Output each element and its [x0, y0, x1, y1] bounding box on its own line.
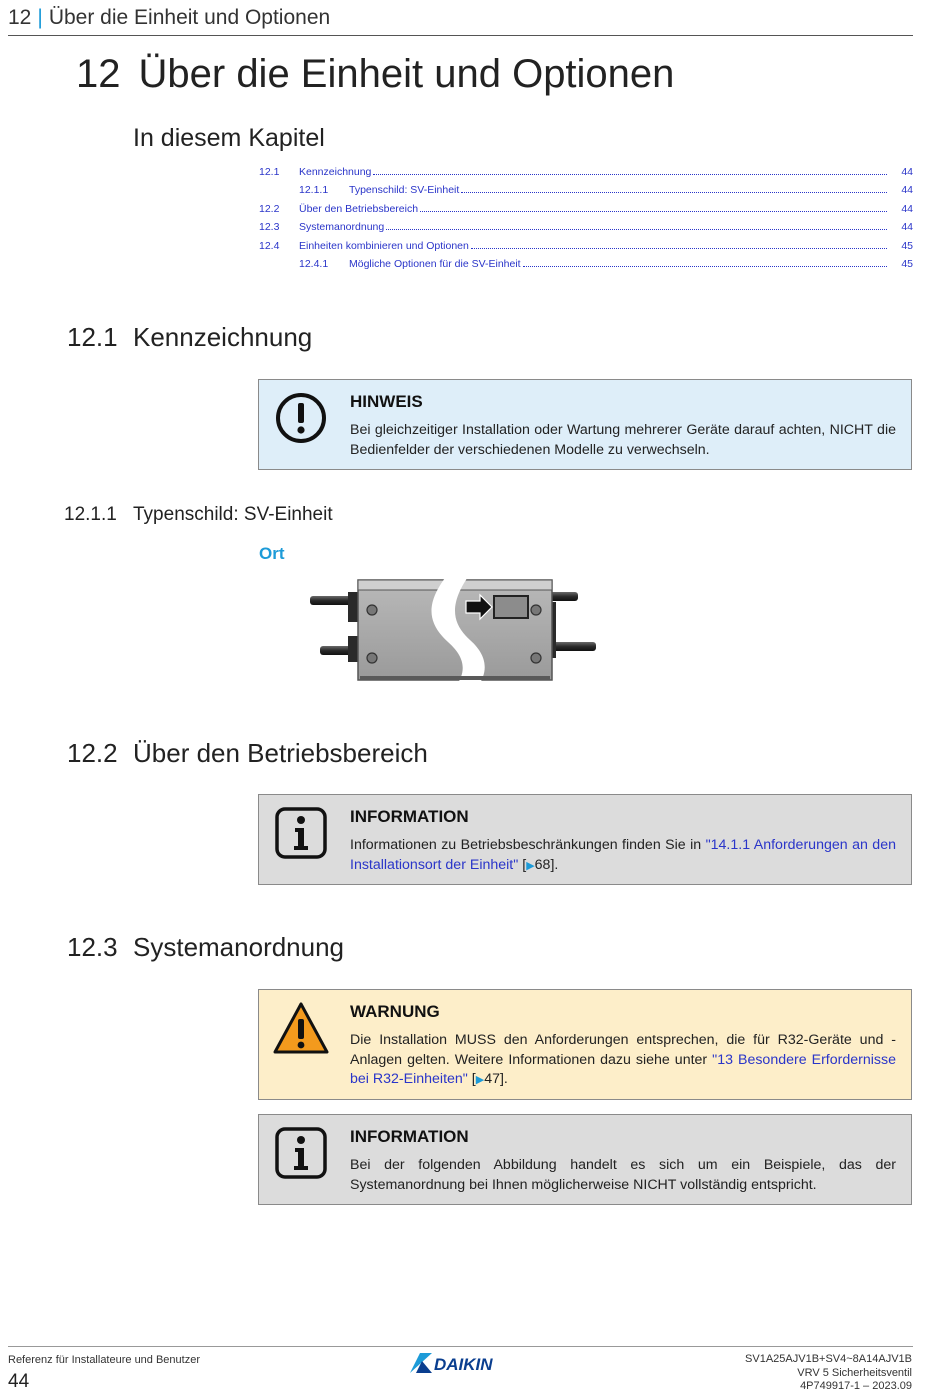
chapter-title [76, 52, 674, 97]
toc-entry[interactable] [259, 166, 913, 184]
reference-close: ]. [550, 856, 559, 873]
toc-entry-text[interactable]: Einheiten kombinieren und Optionen [299, 239, 469, 252]
section-number: 12.1 [67, 322, 118, 352]
section-heading-12-1 [67, 322, 312, 353]
information-title: INFORMATION [350, 1127, 469, 1146]
header-title: Über die Einheit und Optionen [48, 6, 331, 29]
toc-entry-text[interactable]: Mögliche Optionen für die SV-Einheit [349, 257, 521, 270]
header-chapter-number: 12 [8, 6, 32, 29]
toc-leader-dots [461, 192, 887, 193]
warning-triangle-icon [273, 1000, 329, 1056]
information-text: Bei der folgenden Abbildung handelt es sich um ein Beispiele, das der Systemanordnung bei Ihnen möglicherweise NICHT vollständig entspricht. [350, 1157, 896, 1193]
info-icon [273, 1125, 329, 1181]
footer-page-number: 44 [8, 1371, 30, 1392]
running-header [8, 6, 330, 30]
toc-entry[interactable] [259, 184, 913, 202]
cross-reference-link[interactable]: "13 Besondere Erfordernisse bei R32-Einheiten" [350, 1051, 896, 1087]
subheading-location: Ort [259, 544, 285, 563]
information-text-body: Informationen zu Betriebsbeschränkungen finden Sie in [350, 837, 706, 853]
toc-entry[interactable] [259, 240, 913, 258]
sv-unit-nameplate-illustration [308, 572, 600, 686]
toc-entry-text[interactable]: Über den Betriebsbereich [299, 202, 419, 215]
section-title: Über den Betriebsbereich [133, 738, 428, 768]
section-number: 12.3 [67, 932, 118, 962]
toc-entry[interactable] [259, 203, 913, 221]
toc-entry-page[interactable]: 44 [901, 166, 913, 178]
page-arrow-icon: ▶ [526, 859, 535, 872]
toc-entry-page[interactable]: 44 [901, 184, 913, 197]
section-title: Kennzeichnung [133, 322, 313, 352]
toc-entry-number: 12.4.1 [299, 257, 329, 270]
footer-document-type: Referenz für Installateure und Benutzer [8, 1354, 201, 1366]
footer-model-line: SV1A25AJV1B+SV4~8A14AJV1B [745, 1353, 912, 1365]
information-box [258, 1114, 912, 1205]
toc-entry-page[interactable]: 44 [901, 221, 913, 234]
notice-title: HINWEIS [350, 392, 423, 411]
section-heading-12-1-1 [64, 504, 333, 526]
chapter-title-text: Über die Einheit und Optionen [138, 52, 675, 96]
toc-leader-dots [471, 248, 887, 249]
reference-open: [ [518, 856, 527, 873]
footer-rule [8, 1346, 913, 1347]
toc-leader-dots [386, 229, 887, 230]
exclamation-circle-icon [273, 390, 329, 446]
notice-text: Bei gleichzeitiger Installation oder Wartung mehrerer Geräte darauf achten, NICHT die Bedienfelder der verschiedenen Modelle zu verwechseln. [350, 422, 896, 458]
warning-box [258, 989, 912, 1100]
footer-product-line: VRV 5 Sicherheitsventil [797, 1366, 912, 1379]
warning-text-body: Die Installation MUSS den Anforderungen entsprechen, die für R32-Geräte und -Anlagen gelten. Weitere Informationen dazu siehe unter [350, 1032, 896, 1068]
information-title: INFORMATION [350, 807, 469, 826]
table-of-contents [259, 166, 913, 276]
toc-entry-page[interactable]: 44 [901, 202, 913, 215]
section-title: Typenschild: SV-Einheit [133, 504, 333, 525]
header-rule [8, 35, 913, 36]
toc-entry-text[interactable]: Systemanordnung [299, 221, 385, 234]
warning-title: WARNUNG [350, 1002, 440, 1021]
toc-leader-dots [373, 174, 887, 175]
toc-entry-number: 12.4 [259, 239, 280, 252]
toc-entry-page[interactable]: 45 [901, 239, 913, 252]
info-icon [273, 805, 329, 861]
chapter-number: 12 [76, 52, 121, 96]
section-heading-12-2 [67, 738, 428, 769]
section-number: 12.1.1 [64, 504, 117, 525]
reference-close: ]. [499, 1071, 508, 1087]
section-number: 12.2 [67, 738, 118, 768]
section-heading-12-3 [67, 932, 344, 963]
warning-text [350, 1031, 896, 1091]
toc-entry-page[interactable]: 45 [901, 257, 913, 270]
toc-leader-dots [420, 211, 887, 212]
toc-entry[interactable] [259, 221, 913, 239]
brand-wordmark: DAIKIN [434, 1355, 493, 1374]
cross-reference-link[interactable]: "14.1.1 Anforderungen an den Installationsort der Einheit" [350, 837, 896, 873]
reference-open: [ [467, 1071, 476, 1087]
section-title: Systemanordnung [133, 932, 345, 962]
information-box [258, 794, 912, 885]
reference-page[interactable]: 68 [534, 856, 551, 873]
footer-product-info [745, 1353, 912, 1394]
toc-entry-text[interactable]: Typenschild: SV-Einheit [349, 184, 460, 197]
footer-doc-line: 4P749917-1 – 2023.09 [800, 1380, 912, 1392]
daikin-logo [408, 1351, 512, 1375]
reference-page[interactable]: 47 [484, 1071, 500, 1087]
toc-heading: In diesem Kapitel [133, 124, 325, 152]
toc-entry-number: 12.3 [259, 221, 280, 234]
information-text [350, 836, 896, 876]
toc-entry-number: 12.1 [259, 166, 280, 178]
toc-entry-number: 12.1.1 [299, 184, 329, 197]
toc-entry-number: 12.2 [259, 202, 280, 215]
page-arrow-icon: ▶ [475, 1074, 485, 1086]
toc-entry-text[interactable]: Kennzeichnung [299, 166, 372, 178]
toc-leader-dots [523, 266, 887, 267]
notice-box [258, 379, 912, 470]
toc-entry[interactable] [259, 258, 913, 276]
header-separator: | [37, 6, 43, 29]
